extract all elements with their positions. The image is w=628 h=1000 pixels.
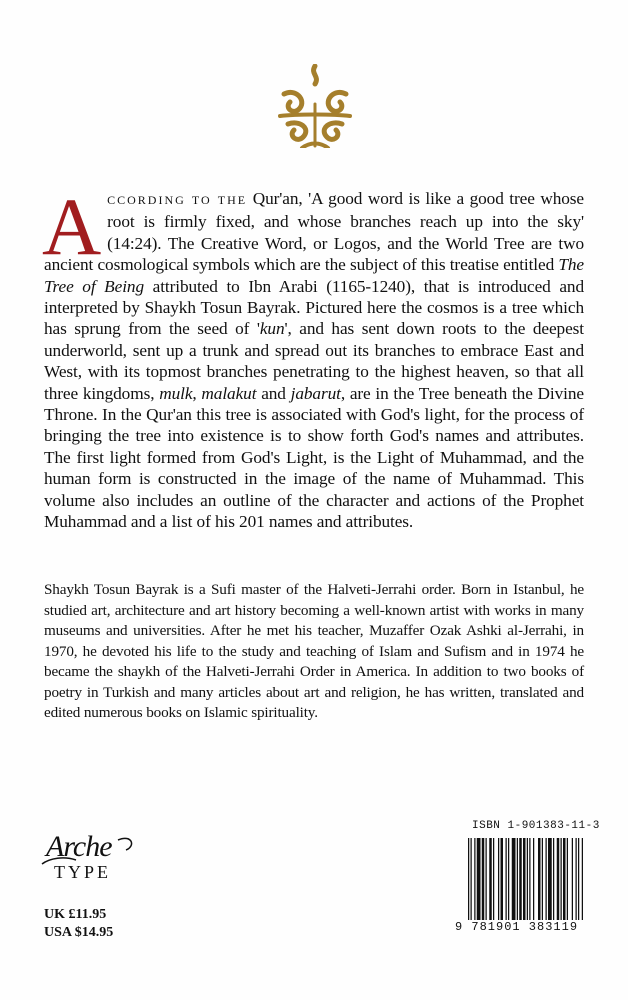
barcode-bar	[561, 838, 562, 920]
blurb-text-segment: attributed to Ibn Arabi (1165-1240), that is introduced and interpreted by Shaykh Tosun Bayrak. Pictured here the cosmos is a tree which has sprung from the seed of '	[44, 276, 584, 339]
barcode-bar	[508, 838, 509, 920]
blurb-paragraph	[42, 181, 585, 533]
barcode-bar	[548, 838, 552, 920]
prices	[44, 906, 113, 942]
barcode-bar	[519, 838, 522, 920]
isbn-label: ISBN 1-901383-11-3	[472, 820, 600, 832]
barcode-bar	[582, 838, 583, 920]
blurb-text-segment: , are in the Tree beneath the Divine Throne. In the Qur'an this tree is associated with God's light, for the process of bringing the tree into existence is to show forth God's names and attributes. The first light formed from God's Light, is the Light of Muhammad, and the human form is constructed in the image of the name of Muhammad. This volume also includes an outline of the character and actions of the Prophet Muhammad and a list of his 201 names and attributes.	[44, 383, 584, 532]
blurb-text	[42, 181, 585, 532]
barcode-bar	[498, 838, 499, 920]
drop-cap: A	[42, 181, 102, 272]
barcode-bar	[533, 838, 534, 920]
barcode-bar	[542, 838, 543, 920]
barcode-bar	[523, 838, 526, 920]
blurb-italic-term: mulk	[159, 383, 193, 403]
author-bio: Shaykh Tosun Bayrak is a Sufi master of the Halveti-Jerrahi order. Born in Istanbul, he studied art, architecture and art history becoming a well-known artist with works in many museums and universities. After he met his teacher, Muzaffer Ozak Ashki al-Jerrahi, in 1970, he devoted his life to the study and teaching of Islam and Sufism and in 1974 he became the shaykh of the Halveti-Jerrahi Order in America. In addition to two books of poetry in Turkish and many articles about art and religion, he has written, translated and edited numerous books on Islamic spirituality.	[44, 581, 584, 721]
barcode-bar	[517, 838, 518, 920]
price-uk: UK £11.95	[44, 907, 107, 922]
barcode-bar	[529, 838, 530, 920]
barcode-bar	[482, 838, 485, 920]
barcode-bar	[578, 838, 579, 920]
publisher-logo-arche: Arche	[46, 830, 112, 863]
blurb-text-segment: ,	[192, 383, 202, 403]
blurb-italic-term: The Tree of Being	[44, 255, 584, 296]
barcode-bar	[506, 838, 507, 920]
barcode-bar	[553, 838, 554, 920]
publisher-logo-type: TYPE	[54, 862, 111, 882]
barcode-bar	[567, 838, 568, 920]
barcode-bar	[477, 838, 481, 920]
blurb-lead: CCORDING TO THE	[107, 193, 248, 207]
barcode-bar	[468, 838, 469, 920]
price-usa: USA $14.95	[44, 925, 114, 940]
barcode-icon	[467, 838, 597, 920]
barcode-bar	[471, 838, 472, 920]
blurb-italic-term: jabarut	[290, 383, 341, 403]
barcode-bar	[493, 838, 494, 920]
blurb-text-segment: ', and has sent down roots to the deepest underworld, sent up a trunk and spread out its branches to embrace East and West, with its topmost branches penetrating to the highest heaven, so that all three kingdoms,	[44, 319, 584, 403]
blurb-italic-term: kun	[259, 319, 285, 339]
barcode-bar	[501, 838, 504, 920]
barcode-bar	[563, 838, 566, 920]
barcode-bar	[527, 838, 528, 920]
barcode-bar	[512, 838, 516, 920]
blurb-italic-term: malakut	[201, 383, 257, 403]
barcode-bar	[489, 838, 492, 920]
blurb-text-segment: and	[256, 383, 291, 403]
barcode-bar	[572, 838, 573, 920]
barcode-bar	[538, 838, 541, 920]
barcode-bar	[486, 838, 487, 920]
barcode-digits: 9 781901 383119	[455, 920, 579, 934]
barcode-bar	[474, 838, 475, 920]
publisher-logo	[40, 828, 140, 888]
blurb-text-segment: Qur'an, 'A good word is like a good tree whose root is firmly fixed, and whose branches reach up into the sky' (14:24). The Creative Word, or Logos, and the World Tree are two ancient cosmological symbols which are the subject of this treatise entitled	[44, 189, 585, 275]
barcode-bar	[557, 838, 560, 920]
calligraphy-emblem-icon	[276, 64, 354, 148]
barcode-bar	[576, 838, 577, 920]
barcode-bar	[546, 838, 547, 920]
